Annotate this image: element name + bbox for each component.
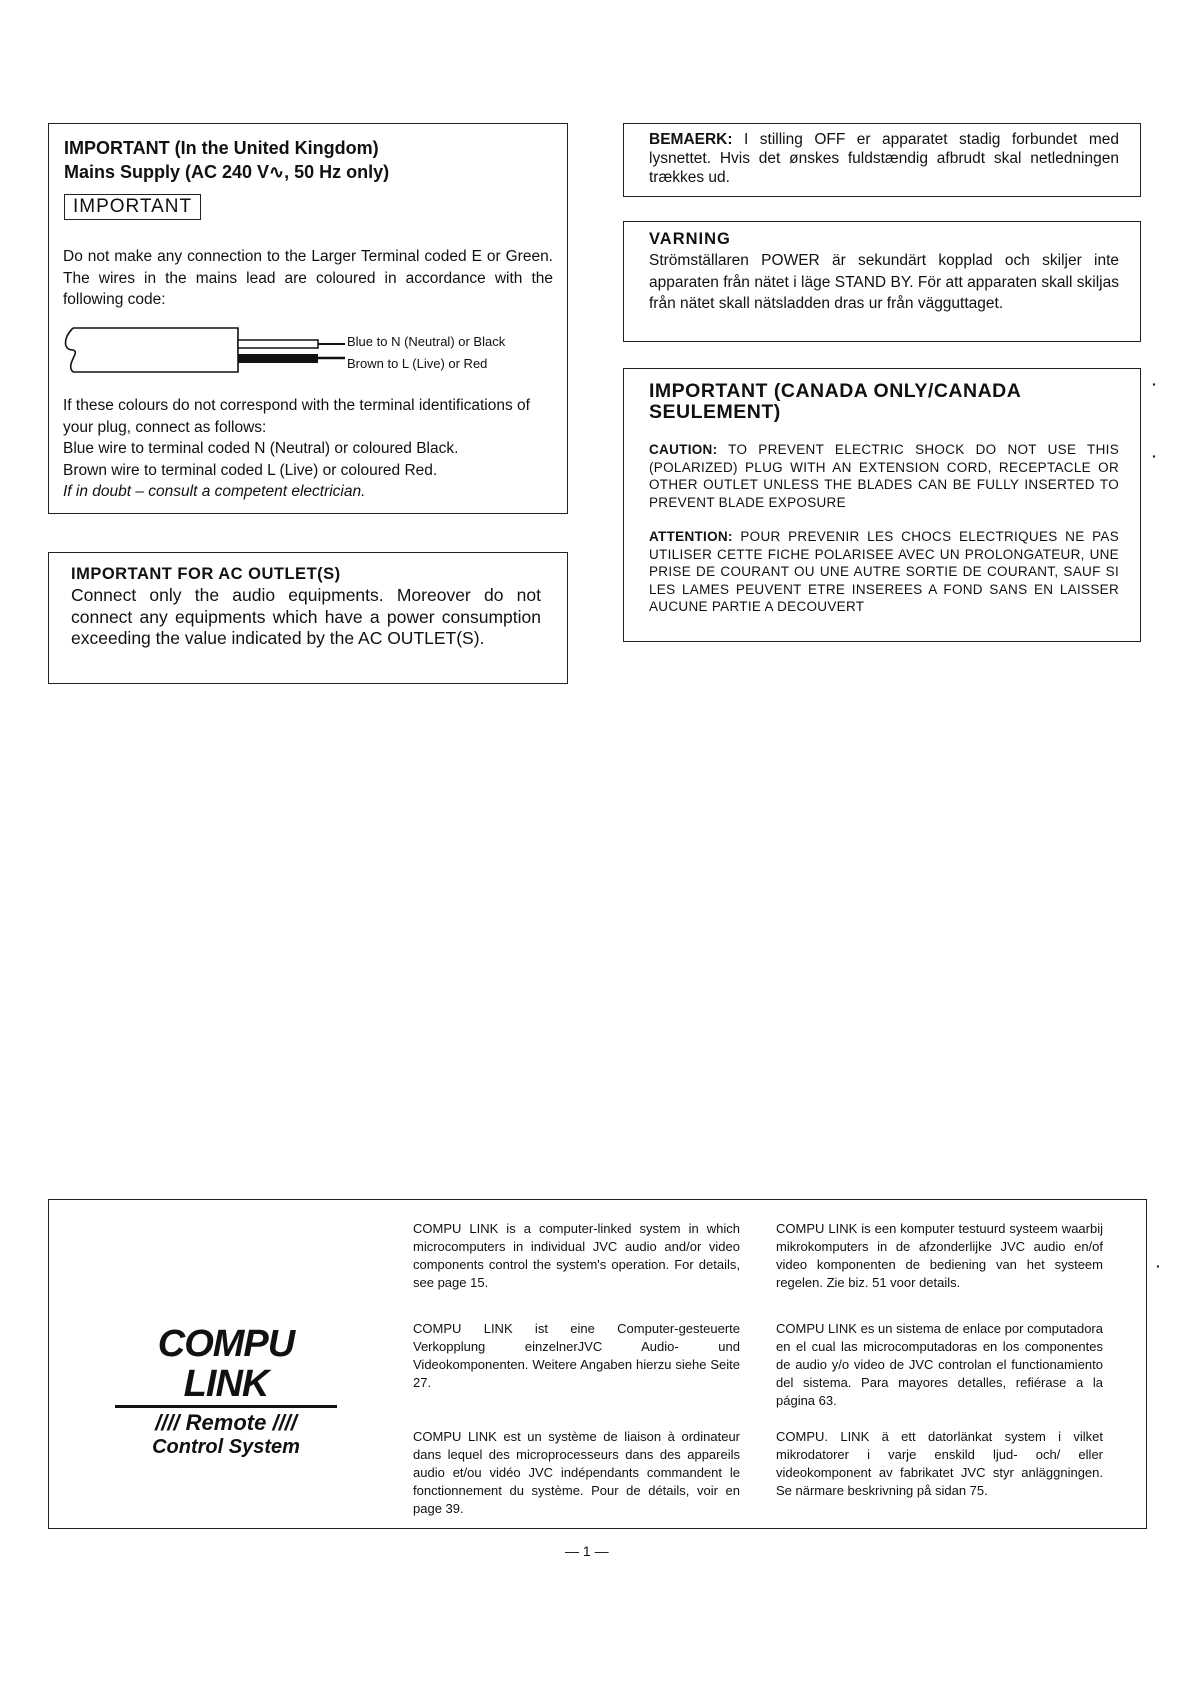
canada-caution [649,441,1119,511]
uk-title-line1: IMPORTANT (In the United Kingdom) [64,138,379,158]
compu-link-logo [111,1324,341,1458]
bemaerk-body: I stilling OFF er apparatet stadig forbundet med lysnettet. Hvis det ønskes fuldstændig afbrudt skal netledningen trækkes ud. [649,131,1119,186]
scan-speck: · [1156,1258,1161,1274]
compu-link-spanish: COMPU LINK es un sistema de enlace por computadora en el cual las microcomputadoras en los componentes de audio y/o video de JVC controlan el functionamiento del sistema. Para mayores detalles, refiérase a la página 63. [776,1321,1103,1408]
uk-mains-notice [48,123,568,514]
compu-link-swedish: COMPU. LINK ä ett datorlänkat system i vilket mikrodatorer i varje enskild ljud- och/ eller videokomponent av fabrikatet JVC styr anläggningen. Se närmare beskrivning på sidan 75. [776,1429,1103,1498]
uk-doubt-line: If in doubt – consult a competent electrician. [63,483,366,500]
uk-para2-line1: If these colours do not correspond with the terminal identifications of your plug, connect as follows: [63,397,530,436]
scan-speck: · [1152,448,1157,464]
varning-notice [623,221,1141,342]
uk-title [64,136,389,184]
uk-paragraph-2 [63,395,557,503]
canada-title: IMPORTANT (CANADA ONLY/CANADA SEULEMENT) [649,380,1021,423]
canada-attention [649,528,1119,616]
uk-para2-line2: Blue wire to terminal coded N (Neutral) or coloured Black. [63,440,459,457]
attention-label: ATTENTION: [649,529,733,544]
attention-body: POUR PREVENIR LES CHOCS ELECTRIQUES NE PAS UTILISER CETTE FICHE POLARISEE AVEC UN PROLONGATEUR, UNE PRISE DE COURANT OU UNE AUTRE SORTIE DE COURANT, SAUF SI LES LAMES PEUVENT ETRE INSEREES A FOND SANS EN LAISSER AUCUNE PARTIE A DECOUVERT [649,529,1119,614]
ac-outlet-title: IMPORTANT FOR AC OUTLET(S) [71,565,341,583]
uk-title-line2: Mains Supply (AC 240 V∿, 50 Hz only) [64,162,390,182]
logo-remote-text: //// Remote //// [155,1410,297,1435]
compu-link-english: COMPU LINK is a computer-linked system in which microcomputers in individual JVC audio and/or video components control the system's operation. For details, see page 15. [413,1221,740,1290]
wire-brown-label: Brown to L (Live) or Red [347,356,488,371]
page-number: — 1 — [565,1543,609,1559]
bemaerk-label: BEMAERK: [649,131,733,148]
caution-label: CAUTION: [649,442,718,457]
compu-link-section [48,1199,1147,1529]
logo-rule [115,1405,337,1408]
uk-paragraph-1: Do not make any connection to the Larger Terminal coded E or Green. The wires in the mains lead are coloured in accordance with the following code: [63,248,553,308]
varning-text: Strömställaren POWER är sekundärt kopplad och skiljer inte apparaten från nätet i läge STAND BY. För att apparaten skall skiljas från nätet skall nätsladden dras ur från vägguttaget. [649,252,1119,312]
canada-notice [623,368,1141,642]
wire-blue-label: Blue to N (Neutral) or Black [347,334,506,349]
logo-main-text: COMPU LINK [157,1323,295,1405]
ac-outlet-notice [48,552,568,684]
logo-control-system-text: Control System [152,1436,300,1458]
scan-speck: · [1152,376,1157,392]
caution-body: TO PREVENT ELECTRIC SHOCK DO NOT USE THIS (POLARIZED) PLUG WITH AN EXTENSION CORD, RECEPTACLE OR OTHER OUTLET UNLESS THE BLADES CAN BE FULLY INSERTED TO PREVENT BLADE EXPOSURE [649,442,1119,510]
compu-link-french: COMPU LINK est un système de liaison à ordinateur dans lequel des microprocesseurs dans des appareils audio et/ou vidéo JVC indépendants commandent le fonctionnement du système. Pour de détails, voir en page 39. [413,1429,740,1516]
varning-title: VARNING [649,230,731,248]
ac-outlet-text: Connect only the audio equipments. Moreover do not connect any equipments which have a power consumption exceeding the value indicated by the AC OUTLET(S). [71,585,541,648]
compu-link-dutch: COMPU LINK is een komputer testuurd systeem waarbij mikrokomputers in de afzonderlijke JVC audio en/of video komponenten de bediening van het systeem regelen. Zie biz. 51 voor details. [776,1221,1103,1290]
bemaerk-notice [623,123,1141,197]
important-label: IMPORTANT [64,194,201,220]
bemaerk-text [649,130,1119,187]
compu-link-german: COMPU LINK ist eine Computer-gesteuerte Verkopplung einzelnerJVC Audio- und Videokomponenten. Weitere Angaben hierzu siehe Seite 27. [413,1321,740,1390]
uk-para2-line3: Brown wire to terminal coded L (Live) or coloured Red. [63,461,438,479]
mains-cable-diagram [63,320,348,380]
